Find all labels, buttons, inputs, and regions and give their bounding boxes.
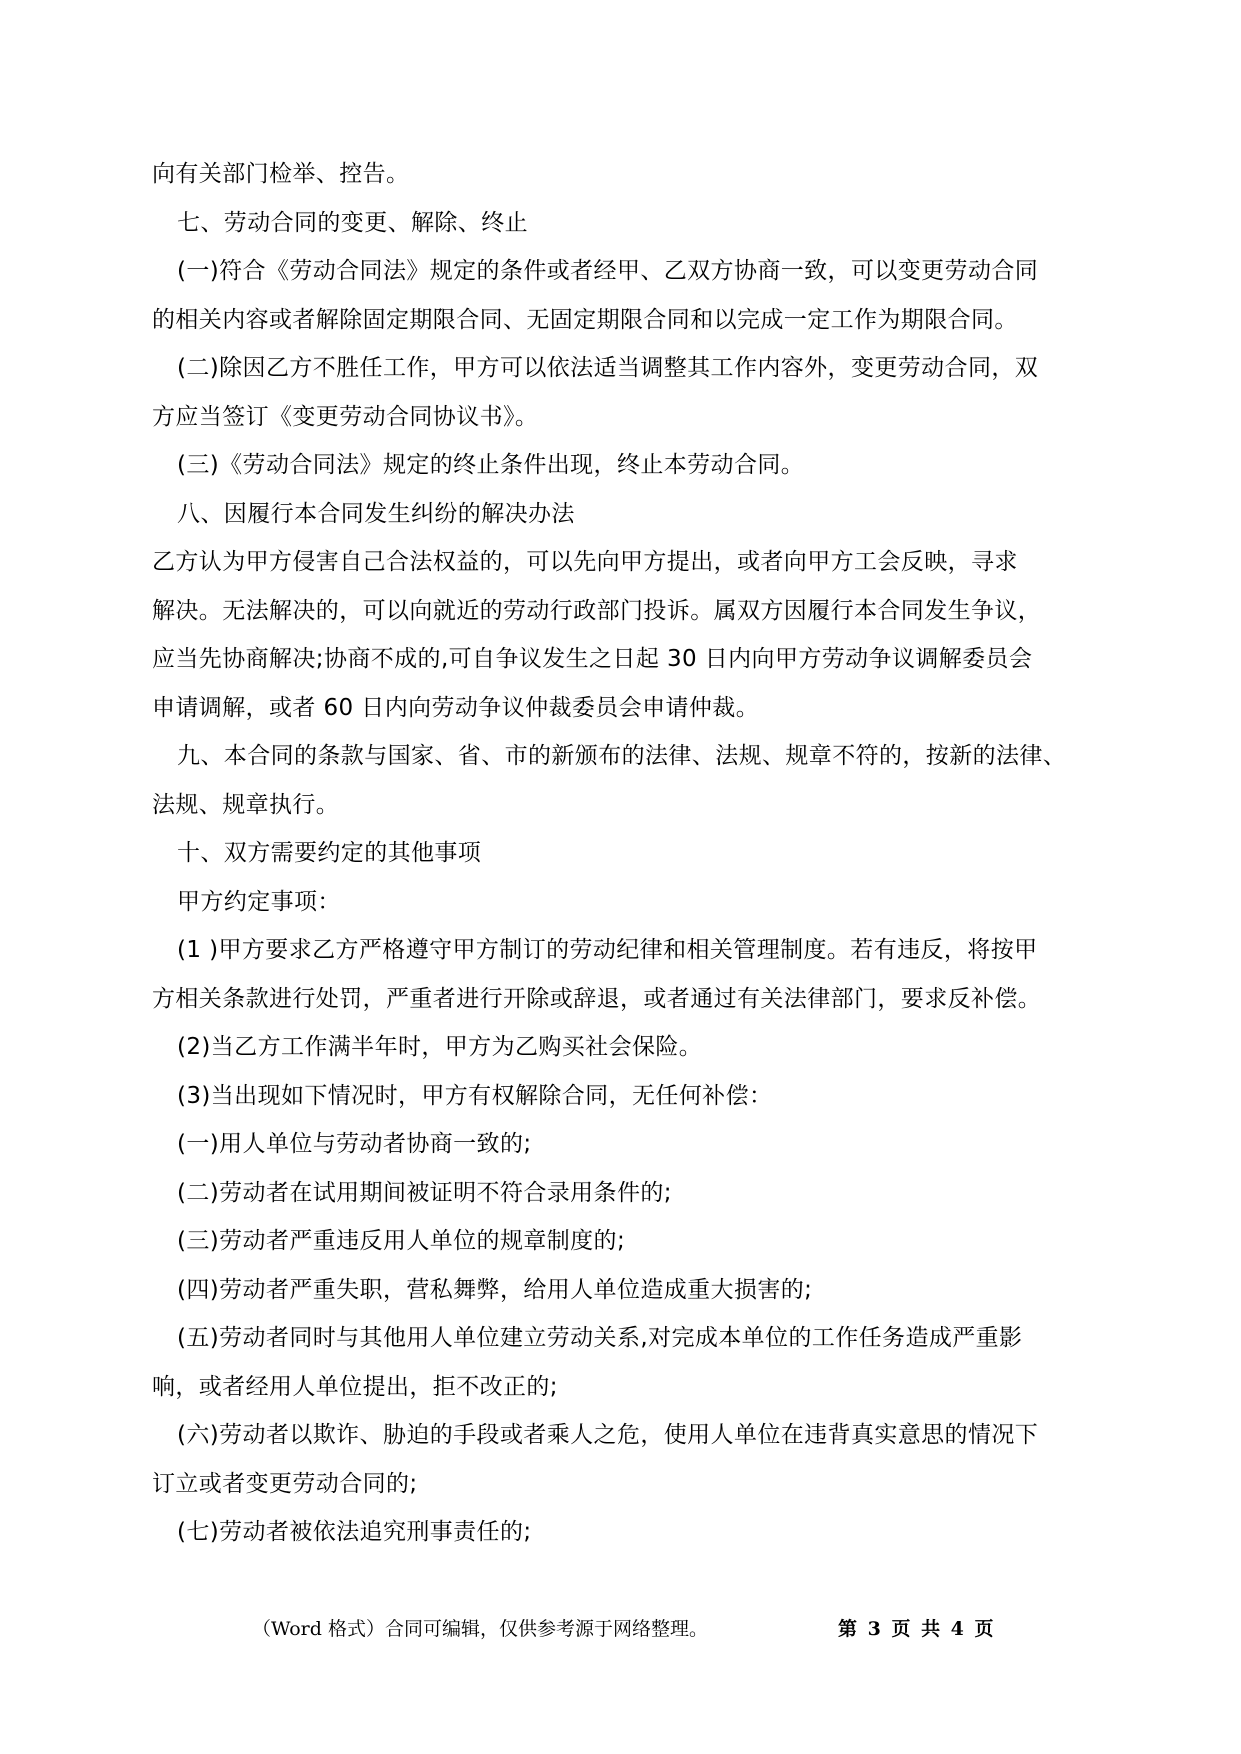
text-line: (二)劳动者在试用期间被证明不符合录用条件的; [177,1179,672,1206]
text-line: 甲方约定事项： [177,888,341,915]
text-line: 法规、规章执行。 [152,791,340,818]
text-line: (一)用人单位与劳动者协商一致的; [177,1131,532,1157]
text-line: (七)劳动者被依法追究刑事责任的; [177,1519,532,1545]
section-heading: 七、劳动合同的变更、解除、终止 [177,209,528,236]
footer-note: （Word 格式）合同可编辑，仅供参考源于网络整理。 [252,1618,708,1640]
page-footer [0,1614,1241,1644]
text-line: (1 )甲方要求乙方严格遵守甲方制订的劳动纪律和相关管理制度。若有违反，将按甲 [177,937,1038,963]
text-line: 响，或者经用人单位提出，拒不改正的; [152,1373,558,1400]
text-line: 申请调解，或者 60 日内向劳动争议仲裁委员会申请仲裁。 [152,694,760,721]
text-line: 的相关内容或者解除固定期限合同、无固定期限合同和以完成一定工作为期限合同。 [152,306,1018,333]
text-line: (三)《劳动合同法》规定的终止条件出现，终止本劳动合同。 [177,452,805,478]
text-line: (3)当出现如下情况时，甲方有权解除合同，无任何补偿： [177,1082,773,1109]
text-line: (四)劳动者严重失职，营私舞弊，给用人单位造成重大损害的; [177,1276,813,1303]
text-line: (三)劳动者严重违反用人单位的规章制度的; [177,1228,626,1254]
page-number: 第 3 页 共 4 页 [838,1618,996,1640]
text-line: (2)当乙方工作满半年时，甲方为乙购买社会保险。 [177,1034,703,1060]
text-line: (六)劳动者以欺诈、胁迫的手段或者乘人之危，使用人单位在违背真实意思的情况下 [177,1422,1039,1448]
section-heading: 九、本合同的条款与国家、省、市的新颁布的法律、法规、规章不符的，按新的法律、 [177,743,1067,769]
text-line: 方相关条款进行处罚，严重者进行开除或辞退，或者通过有关法律部门，要求反补偿。 [152,985,1042,1012]
text-line: 订立或者变更劳动合同的; [152,1470,418,1497]
section-heading: 八、因履行本合同发生纠纷的解决办法 [177,500,575,527]
document-body [152,150,1096,1557]
text-line: 方应当签订《变更劳动合同协议书》。 [152,403,539,430]
text-line: 乙方认为甲方侵害自己合法权益的，可以先向甲方提出，或者向甲方工会反映，寻求 [152,549,1018,575]
text-line: 向有关部门检举、控告。 [152,161,410,187]
text-line: 解决。无法解决的，可以向就近的劳动行政部门投诉。属双方因履行本合同发生争议， [152,597,1042,624]
text-line: (二)除因乙方不胜任工作，甲方可以依法适当调整其工作内容外，变更劳动合同，双 [177,355,1039,381]
text-line: (一)符合《劳动合同法》规定的条件或者经甲、乙双方协商一致，可以变更劳动合同 [177,258,1039,284]
section-heading: 十、双方需要约定的其他事项 [177,840,482,866]
text-line: 应当先协商解决;协商不成的,可自争议发生之日起 30 日内向甲方劳动争议调解委员会 [152,646,1033,672]
text-line: (五)劳动者同时与其他用人单位建立劳动关系,对完成本单位的工作任务造成严重影 [177,1325,1023,1351]
